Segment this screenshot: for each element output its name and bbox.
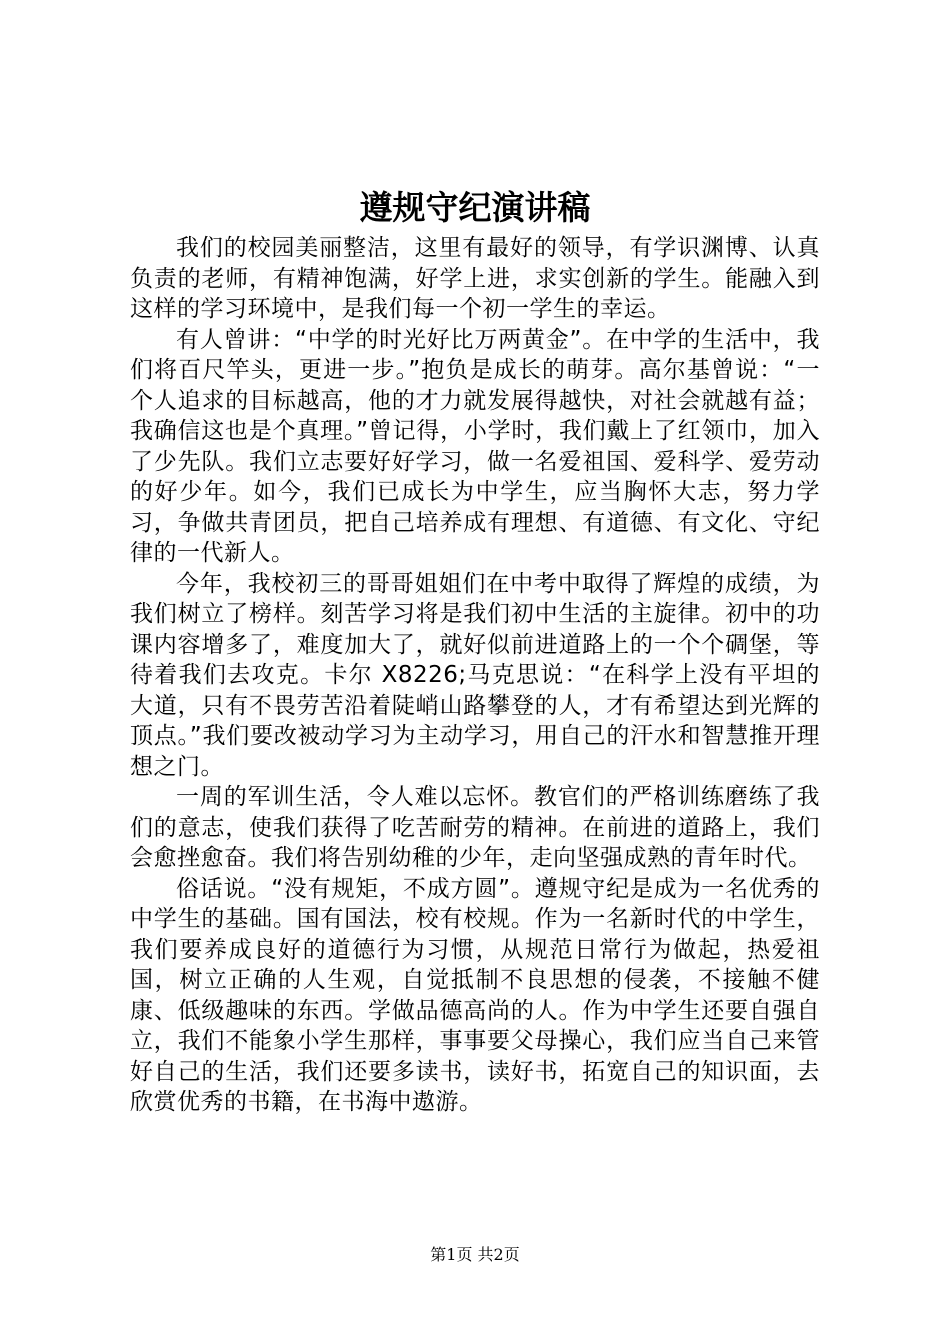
- paragraph: 一周的军训生活，令人难以忘怀。教官们的严格训练磨练了我们的意志，使我们获得了吃苦耐劳的精神。在前进的道路上，我们会愈挫愈奋。我们将告别幼稚的少年，走向坚强成熟的青年时代。: [130, 784, 820, 871]
- paragraph: 有人曾讲：“中学的时光好比万两黄金”。在中学的生活中，我们将百尺竿头，更进一步。”抱负是成长的萌芽。高尔基曾说：“一个人追求的目标越高，他的才力就发展得越快，对社会就越有益；我确信这也是个真理。”曾记得，小学时，我们戴上了红领巾，加入了少先队。我们立志要好好学习，做一名爱祖国、爱科学、爱劳动的好少年。如今，我们已成长为中学生，应当胸怀大志，努力学习，争做共青团员，把自己培养成有理想、有道德、有文化、守纪律的一代新人。: [130, 326, 820, 566]
- paragraph: 今年，我校初三的哥哥姐姐们在中考中取得了辉煌的成绩，为我们树立了榜样。刻苦学习将是我们初中生活的主旋律。初中的功课内容增多了，难度加大了，就好似前进道路上的一个个碉堡，等待着我们去攻克。卡尔 X8226;马克思说：“在科学上没有平坦的大道，只有不畏劳苦沿着陡峭山路攀登的人，才有希望达到光辉的顶点。”我们要改被动学习为主动学习，用自己的汗水和智慧推开理想之门。: [130, 570, 820, 780]
- paragraph: 我们的校园美丽整洁，这里有最好的领导，有学识渊博、认真负责的老师，有精神饱满，好学上进，求实创新的学生。能融入到这样的学习环境中，是我们每一个初一学生的幸运。: [130, 235, 820, 322]
- document-title: 遵规守纪演讲稿: [359, 188, 591, 227]
- page-number-footer: 第1页 共2页: [430, 1245, 520, 1264]
- document-body: [130, 233, 820, 1118]
- paragraph: 俗话说。“没有规矩，不成方圆”。遵规守纪是成为一名优秀的中学生的基础。国有国法，校有校规。作为一名新时代的中学生，我们要养成良好的道德行为习惯，从规范日常行为做起，热爱祖国，树立正确的人生观，自觉抵制不良思想的侵袭，不接触不健康、低级趣味的东西。学做品德高尚的人。作为中学生还要自强自立，我们不能象小学生那样，事事要父母操心，我们应当自己来管好自己的生活，我们还要多读书，读好书，拓宽自己的知识面，去欣赏优秀的书籍，在书海中遨游。: [130, 875, 820, 1115]
